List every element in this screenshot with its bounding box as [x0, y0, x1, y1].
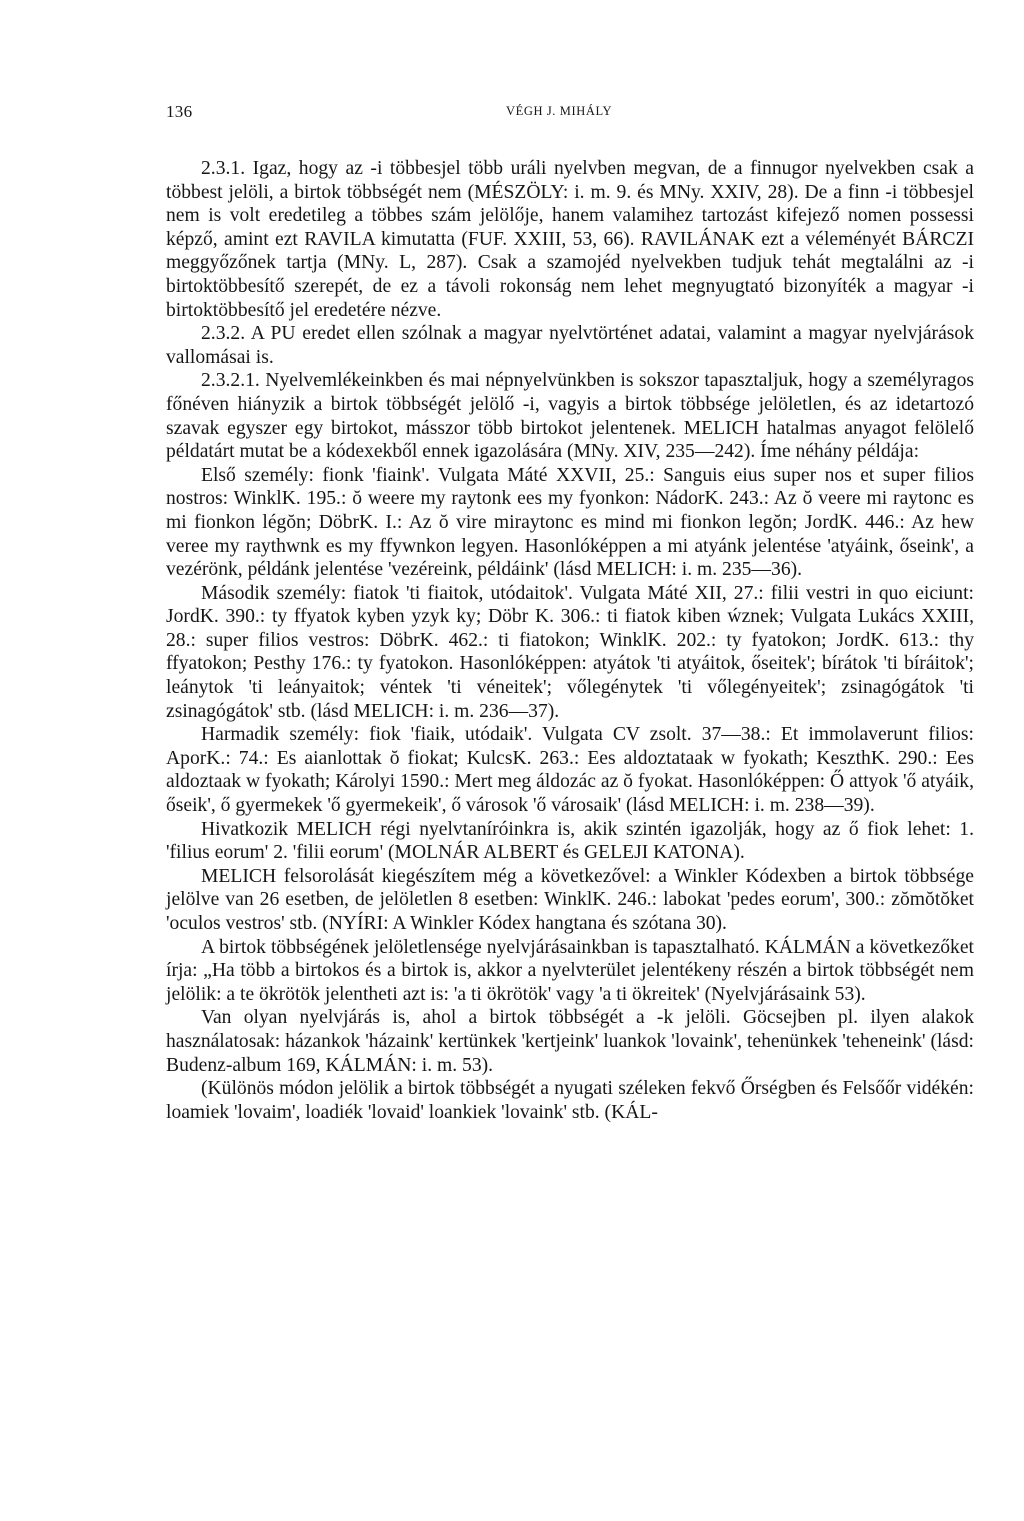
paragraph-second-person: Második személy: fiatok 'ti fiaitok, utódaitok'. Vulgata Máté XII, 27.: filii vestri in quo eiciunt: JordK. 390.: ty ffyatok kyben yzyk ky; Döbr K. 306.: ti fiatok kiben ẃznek; Vulgata Lukács XXIII, 28.: super filios vestros: DöbrK. 462.: ti fiatokon; WinklK. 202.: ty fyatokon; JordK. 613.: thy ffyatokon; Pesthy 176.: ty fyatokon. Hasonlóképpen: atyátok 'ti atyáitok, őseitek'; bírátok 'ti bíráitok'; leánytok 'ti leányaitok; véntek 'ti véneitek'; vőlegénytek 'ti vőlegényeitek'; zsinagógátok 'ti zsinagógátok' stb. (lásd MELICH: i. m. 236—37). — [166, 582, 974, 722]
paragraph-winkler: MELICH felsorolását kiegészítem még a következővel: a Winkler Kódexben a birtok többsége jelölve van 26 esetben, de jelöletlen 8 esetben: WinklK. 246.: labokat 'pedes eorum', 300.: zŏmŏtŏket 'oculos vestros' stb. (NYÍRI: A Winkler Kódex hangtana és szótana 30). — [166, 865, 974, 934]
paragraph-grammarians: Hivatkozik MELICH régi nyelvtaníróinkra is, akik szintén igazolják, hogy az ő fiok lehet: 1. 'filius eorum' 2. 'filii eorum' (MOLNÁR ALBERT és GELEJI KATONA). — [166, 818, 974, 864]
paragraph-first-person: Első személy: fionk 'fiaink'. Vulgata Máté XXVII, 25.: Sanguis eius super nos et super filios nostros: WinklK. 195.: ŏ weere my raytonk ees my fyonkon: NádorK. 243.: Az ŏ veere mi raytonc es mi fionkon légŏn; DöbrK. I.: Az ŏ vire miraytonc es mind mi fionkon legŏn; JordK. 446.: Az hew veree my raythwnk es my ffywnkon legyen. Hasonlóképpen a mi atyánk jelentése 'atyáink, őseink', a vezérönk, példánk jelentése 'vezéreink, példáink' (lásd MELICH: i. m. 235—36). — [166, 464, 974, 581]
paragraph-2-3-2-1: 2.3.2.1. Nyelvemlékeinkben és mai népnyelvünkben is sokszor tapasztaljuk, hogy a személyragos főnéven hiányzik a birtok többségét jelölő -i, vagyis a birtok többsége jelöletlen, és az idetartozó szavak egyszer egy birtokot, másszor több birtokot jelentenek. MELICH hatalmas anyagot felölelő példatárt mutat be a kódexekből ennek igazolására (MNy. XIV, 235—242). Íme néhány példája: — [166, 370, 974, 463]
running-head — [166, 96, 974, 126]
running-head-title: VÉGH J. MIHÁLY — [506, 104, 613, 118]
paragraph-2-3-2: 2.3.2. A PU eredet ellen szólnak a magyar nyelvtörténet adatai, valamint a magyar nyelvjárások vallomásai is. — [166, 323, 974, 368]
paragraph-gocsej: Van olyan nyelvjárás is, ahol a birtok többségét a -k jelöli. Göcsejben pl. ilyen alakok használatosak: házankok 'házaink' kertünkek 'kertjeink' luankok 'lovaink', tehenünkek 'teheneink' (lásd: Budenz-album 169, KÁLMÁN: i. m. 53). — [166, 1007, 974, 1076]
body-text — [166, 157, 974, 1124]
page-number: 136 — [166, 102, 193, 121]
paragraph-2-3-1: 2.3.1. Igaz, hogy az -i többesjel több uráli nyelvben megvan, de a finnugor nyelvekben csak a többest jelöli, a birtok többségét nem (MÉSZÖLY: i. m. 9. és MNy. XXIV, 28). De a finn -i többesjel nem is volt eredetileg a többes szám jelölője, hanem valamihez tartozást kifejező nomen possessi képző, amint ezt RAVILA kimutatta (FUF. XXIII, 53, 66). RAVILÁNAK ezt a véleményét BÁRCZI meggyőzőnek tartja (MNy. L, 287). Csak a szamojéd nyelvekben tudjuk tehát megtalálni az -i birtoktöbbesítő szerepét, de ez a távoli rokonság nem lehet megnyugtató bizonyíték a magyar -i birtoktöbbesítő jel eredetére nézve. — [166, 158, 974, 321]
paragraph-third-person: Harmadik személy: fiok 'fiaik, utódaik'. Vulgata CV zsolt. 37—38.: Et immolaverunt filios: AporK.: 74.: Es aianlottak ŏ fiokat; KulcsK. 263.: Ees aldoztataak w fyokath; KeszthK. 290.: Ees aldoztaak w fyokath; Károlyi 1590.: Mert meg áldozác az ŏ fyokat. Hasonlóképpen: Ő attyok 'ő atyáik, őseik', ő gyermekek 'ő gyermekeik', ő városok 'ő városaik' (lásd MELICH: i. m. 238—39). — [166, 724, 974, 817]
paragraph-dialects: A birtok többségének jelöletlensége nyelvjárásainkban is tapasztalható. KÁLMÁN a következőket írja: „Ha több a birtokos és a birtok is, akkor a nyelvterület jelentékeny részén a birtok többségét nem jelölik: a te ökrötök jelentheti azt is: 'a ti ökrötök' vagy 'a ti ökreitek' (Nyelvjárásaink 53). — [166, 936, 974, 1005]
paragraph-orseg: (Különös módon jelölik a birtok többségét a nyugati széleken fekvő Őrségben és Felsőőr vidékén: loamiek 'lovaim', loadiék 'lovaid' loankiek 'lovaink' stb. (KÁL- — [166, 1078, 974, 1123]
